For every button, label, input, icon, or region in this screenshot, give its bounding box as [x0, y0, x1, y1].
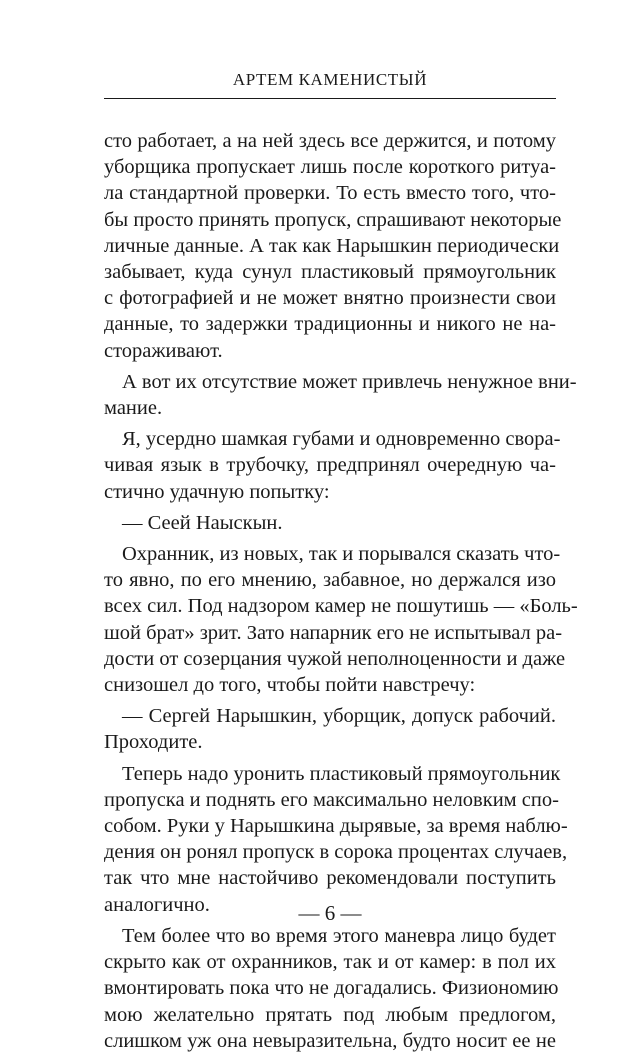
line-text: бы просто принять пропуск, спрашивают некоторые	[104, 208, 562, 231]
line-text: А вот их отсутствие может привлечь ненужное вни-	[122, 370, 577, 393]
line-text: снизошел до того, чтобы пойти навстречу:	[104, 674, 476, 697]
text-line	[104, 1002, 556, 1028]
text-line	[104, 620, 563, 646]
line-text: мание.	[104, 397, 163, 420]
text-line	[104, 154, 556, 180]
line-text: стично удачную попытку:	[104, 480, 330, 503]
text-line	[104, 180, 556, 206]
text-line	[104, 923, 556, 949]
text-line	[104, 285, 556, 311]
line-text: Тем более что во время этого маневра лицо будет	[122, 924, 556, 947]
text-line	[104, 541, 561, 567]
line-text: Охранник, из новых, так и порывался сказать что-	[122, 543, 561, 566]
line-text: — Сеей Наыскын.	[122, 511, 283, 534]
line-text: уборщика пропускает лишь после короткого ритуа-	[104, 156, 556, 179]
text-line	[104, 839, 568, 865]
text-line	[104, 672, 556, 698]
text-line	[104, 259, 556, 285]
text-line	[104, 426, 561, 452]
line-text: — Сергей Нарышкин, уборщик, допуск рабочий.	[122, 705, 556, 728]
line-text: Я, усердно шамкая губами и одновременно свора-	[122, 428, 561, 451]
line-text: сто работает, а на ней здесь все держится, и потому	[104, 130, 556, 152]
text-line	[104, 338, 556, 364]
line-text: дости от созерцания чужой неполноценности и даже	[104, 647, 566, 670]
text-line	[104, 128, 556, 154]
line-text: забывает, куда сунул пластиковый прямоугольник	[104, 261, 556, 284]
line-text: ла стандартной проверки. То есть вместо того, что-	[104, 182, 556, 205]
text-line	[104, 813, 568, 839]
line-text: всех сил. Под надзором камер не пошутишь — «Боль-	[104, 595, 578, 618]
line-text: стораживают.	[104, 339, 223, 362]
line-text: Теперь надо уронить пластиковый прямоугольник	[122, 762, 561, 785]
header-rule	[104, 98, 556, 99]
line-text: скрыто как от охранников, так и от камер: в пол их	[104, 951, 556, 974]
text-line	[104, 369, 577, 395]
line-text: дения он ронял пропуск в сорока процентах случаев,	[104, 841, 568, 864]
text-line	[104, 1028, 556, 1054]
text-line	[104, 646, 566, 672]
text-line	[104, 593, 578, 619]
text-line	[104, 761, 561, 787]
line-text: слишком уж она невыразительна, будто носит ее не	[104, 1029, 556, 1052]
text-line	[104, 703, 556, 729]
line-text: личные данные. А так как Нарышкин периодически	[104, 234, 560, 257]
text-line	[104, 510, 556, 536]
line-text: собом. Руки у Нарышкина дырявые, за время наблю-	[104, 815, 568, 838]
text-line	[104, 865, 556, 891]
text-line	[104, 479, 556, 505]
text-line	[104, 233, 560, 259]
line-text: вмонтировать пока что не догадались. Физиономию	[104, 977, 559, 1000]
text-line	[104, 207, 562, 233]
line-text: аналогично.	[104, 893, 210, 916]
text-line	[104, 311, 556, 337]
text-line	[104, 729, 556, 755]
line-text: то явно, по его мнению, забавное, но держался изо	[104, 569, 556, 592]
running-header-title: АРТЕМ КАМЕНИСТЫЙ	[232, 70, 428, 89]
line-text: чивая язык в трубочку, предпринял очередную ча-	[104, 454, 556, 477]
text-line	[104, 975, 559, 1001]
line-text: шой брат» зрит. Зато напарник его не испытывал ра-	[104, 621, 563, 644]
line-text: данные, то задержки традиционны и никого не на-	[104, 313, 556, 336]
line-text: пропуска и поднять его максимально неловким спо-	[104, 788, 559, 811]
line-text: с фотографией и не может внятно произнести свои	[104, 287, 556, 310]
text-line	[104, 949, 556, 975]
text-line	[104, 567, 556, 593]
page-number: — 6 —	[298, 901, 362, 925]
line-text: так что мне настойчиво рекомендовали поступить	[104, 867, 556, 890]
text-line	[104, 395, 556, 421]
line-text: Проходите.	[104, 731, 203, 754]
text-line	[104, 452, 556, 478]
line-text: мою желательно прятать под любым предлогом,	[104, 1003, 556, 1026]
text-line	[104, 787, 559, 813]
